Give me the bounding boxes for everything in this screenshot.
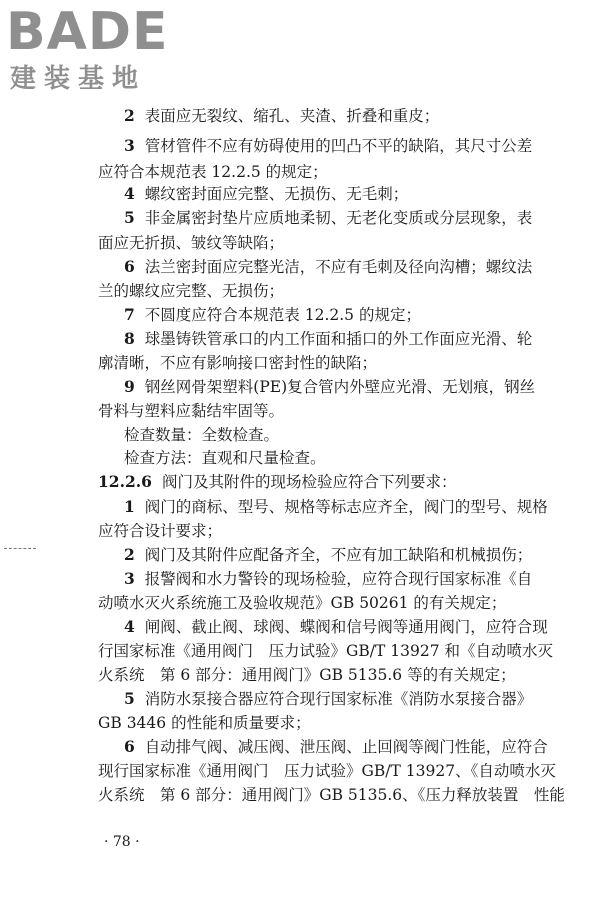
list-item: 5 消防水泵接合器应符合现行国家标准《消防水泵接合器》	[124, 689, 533, 708]
list-item-continuation: 面应无折损、皱纹等缺陷；	[98, 234, 285, 252]
section-heading: 12.2.6 阀门及其附件的现场检验应符合下列要求：	[98, 472, 457, 491]
list-item-continuation: 动喷水灭火系统施工及验收规范》GB 50261 的有关规定；	[98, 594, 507, 612]
list-item-continuation: 行国家标准《通用阀门 压力试验》GB/T 13927 和《自动喷水灭	[98, 642, 553, 660]
list-item-continuation: 骨料与塑料应黏结牢固等。	[98, 402, 285, 420]
list-item-continuation: 廓清晰，不应有影响接口密封性的缺陷；	[98, 354, 378, 372]
list-item-continuation: 应符合设计要求；	[98, 522, 223, 540]
check-quantity: 检查数量：全数检查。	[124, 426, 280, 444]
list-item: 4 闸阀、截止阀、球阀、蝶阀和信号阀等通用阀门，应符合现	[124, 617, 548, 636]
list-item: 6 法兰密封面应完整光洁，不应有毛刺及径向沟槽；螺纹法	[124, 257, 533, 276]
page-number: · 78 ·	[104, 834, 140, 850]
list-item: 5 非金属密封垫片应质地柔韧、无老化变质或分层现象，表	[124, 208, 533, 227]
list-item: 1 阀门的商标、型号、规格等标志应齐全，阀门的型号、规格	[124, 497, 548, 516]
list-item: 2 表面应无裂纹、缩孔、夹渣、折叠和重皮；	[124, 106, 440, 125]
list-item-continuation: GB 3446 的性能和质量要求；	[98, 714, 311, 732]
list-item-continuation: 火系统 第 6 部分：通用阀门》GB 5135.6、《压力释放装置 性能	[98, 786, 565, 804]
list-item-continuation: 应符合本规范表 12.2.5 的规定；	[98, 163, 328, 181]
list-item-continuation: 兰的螺纹应完整、无损伤；	[98, 282, 285, 300]
list-item: 3 管材管件不应有妨碍使用的凹凸不平的缺陷，其尺寸公差	[124, 136, 533, 155]
logo-wordmark: BADE	[6, 2, 169, 62]
list-item: 4 螺纹密封面应完整、无损伤、无毛刺；	[124, 184, 409, 203]
list-item-continuation: 火系统 第 6 部分：通用阀门》GB 5135.6 等的有关规定；	[98, 666, 516, 684]
check-method: 检查方法：直观和尺量检查。	[124, 449, 326, 467]
list-item: 3 报警阀和水力警铃的现场检验，应符合现行国家标准《自	[124, 569, 533, 588]
logo-subtitle: 建装基地	[10, 64, 147, 94]
list-item: 8 球墨铸铁管承口的内工作面和插口的外工作面应光滑、轮	[124, 329, 533, 348]
list-item: 2 阀门及其附件应配备齐全，不应有加工缺陷和机械损伤；	[124, 545, 533, 564]
list-item: 6 自动排气阀、减压阀、泄压阀、止回阀等阀门性能，应符合	[124, 737, 548, 756]
list-item: 9 钢丝网骨架塑料(PE)复合管内外壁应光滑、无划痕，钢丝	[124, 377, 536, 396]
list-item: 7 不圆度应符合本规范表 12.2.5 的规定；	[124, 305, 421, 324]
list-item-continuation: 现行国家标准《通用阀门 压力试验》GB/T 13927、《自动喷水灭	[98, 762, 556, 780]
